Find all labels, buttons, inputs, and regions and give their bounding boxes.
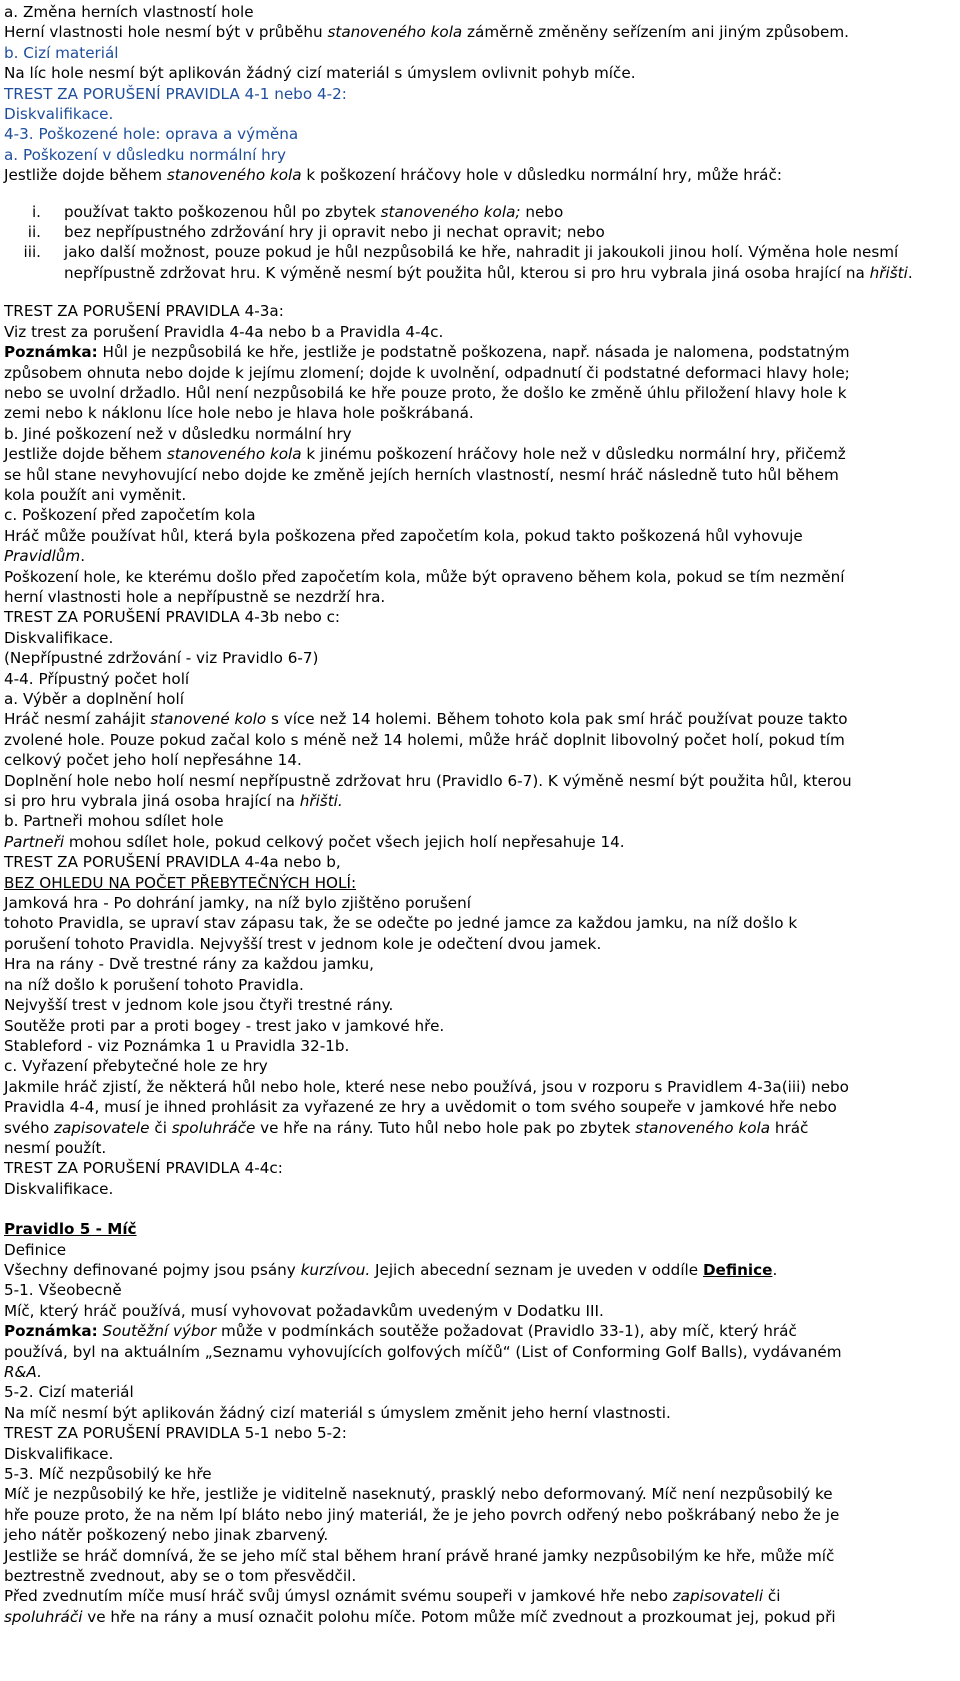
note-line: zemi nebo k náklonu líce hole nebo je hlava hole poškrábaná. xyxy=(4,404,474,423)
list-number: ii. xyxy=(27,223,41,242)
note-line: nebo se uvolní držadlo. Hůl není nezpůsobilá ke hře pouze proto, že došlo ke změně úhlu přiložení hlavy hole k xyxy=(4,383,847,402)
paragraph-line: Soutěže proti par a proti bogey - trest jako v jamkové hře. xyxy=(4,1016,445,1035)
rule-heading: 4-4. Přípustný počet holí xyxy=(4,669,190,688)
paragraph-line: Hráč může používat hůl, která byla poškozena před započetím kola, pokud takto poškozená hůl vyhovuje xyxy=(4,526,803,545)
paragraph-line: hře pouze proto, že na něm lpí bláto nebo jiný materiál, že je jeho povrch odřený nebo poškrábaný nebo že je xyxy=(4,1505,840,1524)
note-line: Poznámka: Hůl je nezpůsobilá ke hře, jestliže je podstatně poškozena, např. násada je nalomena, podstatným xyxy=(4,343,850,362)
penalty-subheading: BEZ OHLEDU NA POČET PŘEBYTEČNÝCH HOLÍ: xyxy=(4,873,357,892)
paragraph-line: zvolené hole. Pouze pokud začal kolo s méně než 14 holemi, může hráč doplnit libovolný počet holí, pokud tím xyxy=(4,730,845,749)
note-line: způsobem ohnuta nebo dojde k jejímu zlomení; dojde k uvolnění, odpadnutí či podstatné deformaci hlavy hole; xyxy=(4,363,850,382)
paragraph-line: Jakmile hráč zjistí, že některá hůl nebo hole, které nese nebo používá, jsou v rozporu s Pravidlem 4-3a(iii) nebo xyxy=(4,1077,849,1096)
section-heading: a. Poškození v důsledku normální hry xyxy=(4,145,287,164)
section-heading: b. Partneři mohou sdílet hole xyxy=(4,812,224,831)
section-heading: a. Změna herních vlastností hole xyxy=(4,3,254,21)
list-item xyxy=(4,242,956,283)
section-heading: Definice xyxy=(4,1240,67,1259)
paragraph-line: Hráč nesmí zahájit stanovené kolo s více než 14 holemi. Během tohoto kola pak smí hráč používat pouze takto xyxy=(4,710,848,729)
penalty-heading: TREST ZA PORUŠENÍ PRAVIDLA 4-1 nebo 4-2: xyxy=(4,84,347,103)
paragraph-line: Partneři mohou sdílet hole, pokud celkový počet všech jejich holí nepřesahuje 14. xyxy=(4,832,625,851)
penalty-text: Diskvalifikace. xyxy=(4,1179,114,1198)
paragraph-line: Pravidlům. xyxy=(4,547,86,566)
paragraph-line: na níž došlo k porušení tohoto Pravidla. xyxy=(4,975,304,994)
note-line: Poznámka: Soutěžní výbor může v podmínkách soutěže požadovat (Pravidlo 33-1), aby míč, který hráč xyxy=(4,1322,797,1341)
list-item xyxy=(4,202,956,222)
penalty-text: Diskvalifikace. xyxy=(4,628,114,647)
paragraph-line: Jestliže se hráč domnívá, že se jeho míč stal během hraní právě hrané jamky nezpůsobilým ke hře, může míč xyxy=(4,1546,835,1565)
rule-heading: 5-3. Míč nezpůsobilý ke hře xyxy=(4,1465,212,1484)
paragraph-line: se hůl stane nevyhovující nebo dojde ke změně jejích herních vlastností, nesmí hráč následně tuto hůl během xyxy=(4,465,839,484)
paragraph-line: Poškození hole, ke kterému došlo před započetím kola, může být opraveno během kola, pokud se tím nezmění xyxy=(4,567,845,586)
list-text: bez nepřípustného zdržování hry ji opravit nebo ji nechat opravit; nebo xyxy=(64,223,605,242)
paragraph-line: Stableford - viz Poznámka 1 u Pravidla 32-1b. xyxy=(4,1036,350,1055)
paragraph-line: celkový počet jeho holí nepřesáhne 14. xyxy=(4,751,302,770)
penalty-heading: TREST ZA PORUŠENÍ PRAVIDLA 4-4c: xyxy=(4,1159,283,1178)
paragraph-line: si pro hru vybrala jiná osoba hrající na hřišti. xyxy=(4,792,343,811)
paragraph-line: Jestliže dojde během stanoveného kola k poškození hráčovy hole v důsledku normální hry, může hráč: xyxy=(4,166,782,185)
roman-list xyxy=(4,202,956,284)
paragraph-line: herní vlastnosti hole a nepřípustně se nezdrží hra. xyxy=(4,587,386,606)
paragraph-line: Hra na rány - Dvě trestné rány za každou jamku, xyxy=(4,955,374,974)
paragraph-line: svého zapisovatele či spoluhráče ve hře na rány. Tuto hůl nebo hole pak po zbytek stanoveného kola hráč xyxy=(4,1118,809,1137)
rule-heading: 5-1. Všeobecně xyxy=(4,1281,122,1300)
paragraph-line: kola použít ani vyměnit. xyxy=(4,485,187,504)
paragraph-line: porušení tohoto Pravidla. Nejvyšší trest v jednom kole je odečtení dvou jamek. xyxy=(4,934,602,953)
paragraph-line: Pravidla 4-4, musí je ihned prohlásit za vyřazené ze hry a uvědomit o tom svého soupeře v jamkové hře nebo xyxy=(4,1098,837,1117)
penalty-text: Diskvalifikace. xyxy=(4,105,114,124)
penalty-text: Diskvalifikace. xyxy=(4,1444,114,1463)
paragraph-line: Míč je nezpůsobilý ke hře, jestliže je viditelně naseknutý, prasklý nebo deformovaný. Míč není nezpůsobilý ke xyxy=(4,1485,833,1504)
paragraph-line: Na líc hole nesmí být aplikován žádný cizí materiál s úmyslem ovlivnit pohyb míče. xyxy=(4,64,636,83)
rule-title: Pravidlo 5 - Míč xyxy=(4,1220,137,1239)
penalty-heading: TREST ZA PORUŠENÍ PRAVIDLA 5-1 nebo 5-2: xyxy=(4,1424,347,1443)
spacer xyxy=(4,1199,956,1219)
paragraph-line: spoluhráči ve hře na rány a musí označit polohu míče. Potom může míč zvednout a prozkoumat jej, pokud při xyxy=(4,1607,836,1626)
rule-heading: 5-2. Cizí materiál xyxy=(4,1383,134,1402)
paragraph-line: Herní vlastnosti hole nesmí být v průběhu stanoveného kola záměrně změněny seřízením ani jiným způsobem. xyxy=(4,23,849,42)
paragraph-line: (Nepřípustné zdržování - viz Pravidlo 6-7) xyxy=(4,649,319,668)
section-heading: c. Vyřazení přebytečné hole ze hry xyxy=(4,1057,268,1076)
paragraph-line: Jestliže dojde během stanoveného kola k jinému poškození hráčovy hole než v důsledku normální hry, přičemž xyxy=(4,445,846,464)
paragraph-line: nesmí použít. xyxy=(4,1138,107,1157)
section-heading: b. Cizí materiál xyxy=(4,43,119,62)
rule-heading: 4-3. Poškozené hole: oprava a výměna xyxy=(4,125,299,144)
penalty-heading: TREST ZA PORUŠENÍ PRAVIDLA 4-3b nebo c: xyxy=(4,608,341,627)
list-number: iii. xyxy=(23,243,41,262)
definice-link[interactable]: Definice xyxy=(702,1260,773,1279)
paragraph-line: Doplnění hole nebo holí nesmí nepřípustně zdržovat hru (Pravidlo 6-7). K výměně nesmí být použita hůl, kterou xyxy=(4,771,852,790)
paragraph-line: Míč, který hráč používá, musí vyhovovat požadavkům uvedeným v Dodatku III. xyxy=(4,1301,604,1320)
paragraph-line: Nejvyšší trest v jednom kole jsou čtyři trestné rány. xyxy=(4,996,394,1015)
note-line: R&A. xyxy=(4,1363,42,1381)
paragraph-line: Jamková hra - Po dohrání jamky, na níž bylo zjištěno porušení xyxy=(4,894,471,913)
section-heading: b. Jiné poškození než v důsledku normální hry xyxy=(4,424,352,443)
penalty-heading: TREST ZA PORUŠENÍ PRAVIDLA 4-4a nebo b, xyxy=(4,853,341,872)
section-heading: a. Výběr a doplnění holí xyxy=(4,690,184,708)
section-heading: c. Poškození před započetím kola xyxy=(4,506,256,525)
list-number: i. xyxy=(31,202,41,221)
note-line: používá, byl na aktuálním „Seznamu vyhovujících golfových míčů“ (List of Conforming Golf Balls), vydávaném xyxy=(4,1342,842,1361)
paragraph-line: Před zvednutím míče musí hráč svůj úmysl oznámit svému soupeři v jamkové hře nebo zapisovateli či xyxy=(4,1587,781,1606)
paragraph-line: tohoto Pravidla, se upraví stav zápasu tak, že se odečte po jedné jamce za každou jamku, na níž došlo k xyxy=(4,914,798,933)
paragraph-line: Na míč nesmí být aplikován žádný cizí materiál s úmyslem změnit jeho herní vlastnosti. xyxy=(4,1403,671,1422)
list-text: používat takto poškozenou hůl po zbytek stanoveného kola; nebo xyxy=(64,202,564,221)
paragraph-line: beztrestně zvednout, aby se o tom přesvědčil. xyxy=(4,1567,357,1586)
penalty-heading: TREST ZA PORUŠENÍ PRAVIDLA 4-3a: xyxy=(4,302,284,321)
paragraph-line: jeho nátěr poškozený nebo jinak zbarvený. xyxy=(4,1526,329,1545)
list-item xyxy=(4,222,956,242)
paragraph-line: Viz trest za porušení Pravidla 4-4a nebo b a Pravidla 4-4c. xyxy=(4,322,444,341)
list-text: jako další možnost, pouze pokud je hůl nezpůsobilá ke hře, nahradit ji jakoukoli jinou holí. Výměna hole nesmí nepřípustně zdržovat hru. K výměně nesmí být použita hůl, kterou si pro hru vybrala jiná osoba hrající na hřišti. xyxy=(64,243,913,282)
paragraph-line: Všechny definované pojmy jsou psány kurzívou. Jejich abecední seznam je uveden v oddíle Definice. xyxy=(4,1260,778,1279)
